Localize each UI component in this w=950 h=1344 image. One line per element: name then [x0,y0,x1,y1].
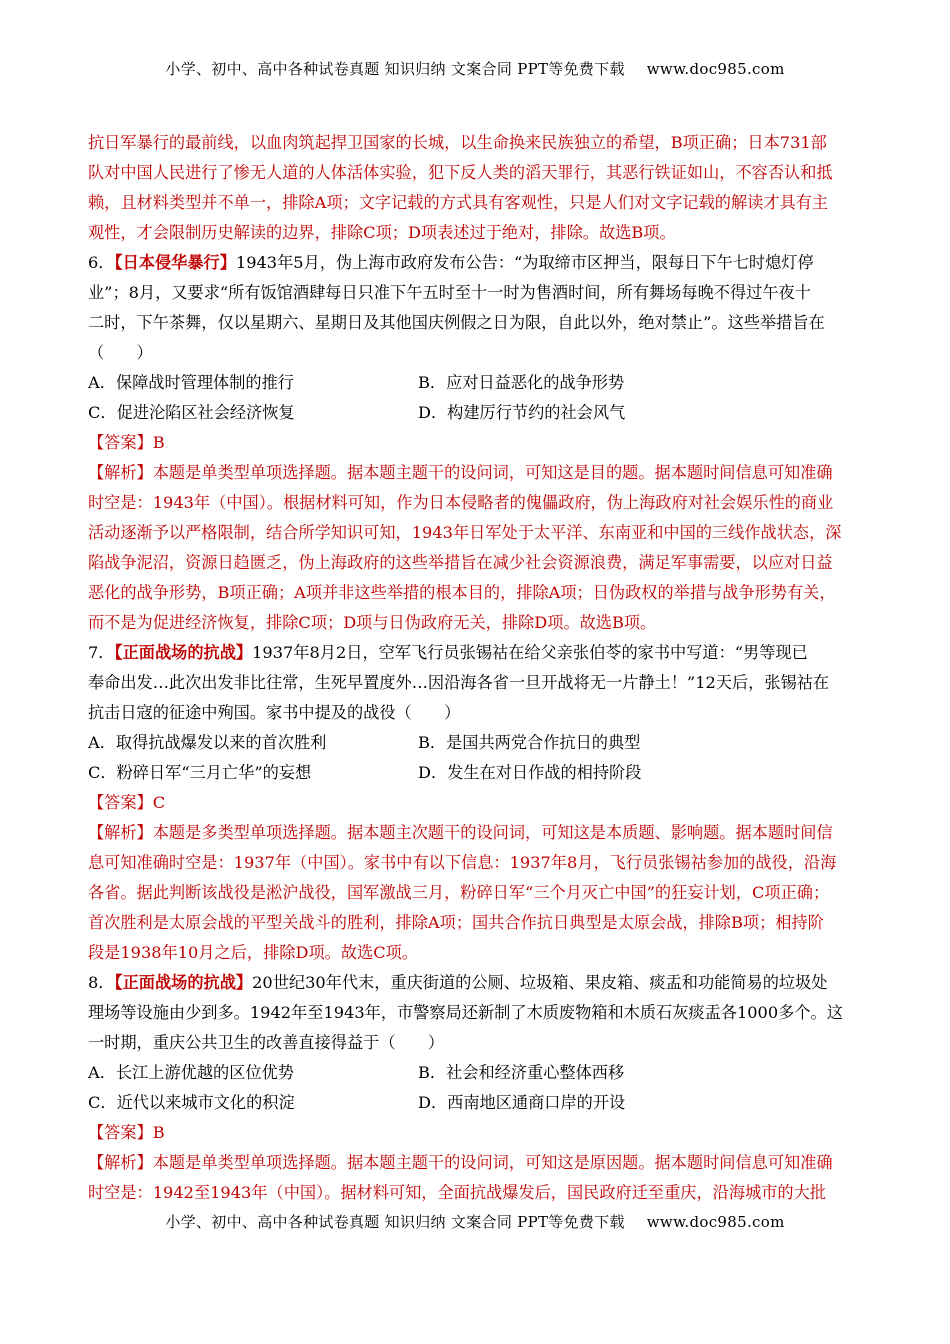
question-stem-line: 奉命出发…此次出发非比往常，生死早置度外…因沿海各省一旦开战将无一片静土！”12天后，张锡祜在 [88,673,830,692]
question-stem-line: 业”；8月，又要求“所有饭馆酒肆每日只准下午五时至十一时为售酒时间，所有舞场每晚不得过午夜十 [88,283,811,302]
answer-line: 【答案】B [88,1123,165,1142]
option-d: D．发生在对日作战的相持阶段 [418,763,642,782]
option-a: A．保障战时管理体制的推行 [88,373,294,392]
question-stem-line [88,638,868,668]
answer-line: 【答案】C [88,793,166,812]
question-stem-line [88,248,868,278]
option-c: C．粉碎日军“三月亡华”的妄想 [88,763,312,782]
prev-explanation [88,128,868,248]
footer-url: www.doc985.com [646,1213,785,1231]
question-number: 7． [88,643,115,662]
options-row [88,398,868,428]
header-text: 小学、初中、高中各种试卷真题 知识归纳 文案合同 PPT等免费下载 [165,60,625,78]
document-body [88,128,868,1208]
analysis-line: 活动逐渐予以严格限制，结合所学知识可知，1943年日军处于太平洋、东南亚和中国的三线作战状态，深 [88,523,842,542]
analysis-line: 各省。据此判断该战役是淞沪战役，国军激战三月，粉碎日军“三个月灭亡中国”的狂妄计划，C项正确； [88,883,830,902]
question-stem-line: 二时，下午茶舞，仅以星期六、星期日及其他国庆例假之日为限，自此以外，绝对禁止”。这些举措旨在 [88,313,825,332]
option-a: A．长江上游优越的区位优势 [88,1063,294,1082]
analysis-line: 【解析】本题是单类型单项选择题。据本题主题干的设问词，可知这是原因题。据本题时间信息可知准确 [88,1153,833,1172]
option-b: B．应对日益恶化的战争形势 [418,373,625,392]
option-c: C．近代以来城市文化的积淀 [88,1093,295,1112]
analysis-line: 而不是为促进经济恢复，排除C项；D项与日伪政府无关，排除D项。故选B项。 [88,613,657,632]
analysis-line: 【解析】本题是多类型单项选择题。据本题主次题干的设问词，可知这是本质题、影响题。据本题时间信 [88,823,833,842]
question-6 [88,248,868,638]
options-row [88,728,868,758]
question-stem-text: 1943年5月，伪上海市政府发布公告：“为取缔市区押当，限每日下午七时熄灯停 [235,253,814,272]
question-stem-line: （ ） [88,343,153,362]
analysis-line: 息可知准确时空是：1937年（中国）。家书中有以下信息：1937年8月，飞行员张锡祜参加的战役，沿海 [88,853,837,872]
option-a: A．取得抗战爆发以来的首次胜利 [88,733,327,752]
analysis-line: 陷战争泥沼，资源日趋匮乏，伪上海政府的这些举措旨在减少社会资源浪费，满足军事需要，以应对日益 [88,553,833,572]
question-7 [88,638,868,968]
analysis-line: 恶化的战争形势，B项正确；A项并非这些举措的根本目的，排除A项；日伪政权的举措与战争形势有关， [88,583,836,602]
analysis-line: 首次胜利是太原会战的平型关战斗的胜利，排除A项；国共合作抗日典型是太原会战，排除B项；相持阶 [88,913,824,932]
prev-explanation-line: 队对中国人民进行了惨无人道的人体活体实验，犯下反人类的滔天罪行，其恶行铁证如山，不容否认和抵 [88,163,833,182]
analysis-line: 段是1938年10月之后，排除D项。故选C项。 [88,943,418,962]
options-row [88,758,868,788]
question-number: 6． [88,253,115,272]
option-b: B．是国共两党合作抗日的典型 [418,733,641,752]
answer-line: 【答案】B [88,433,165,452]
prev-explanation-line: 观性，才会限制历史解读的边界，排除C项；D项表述过于绝对，排除。故选B项。 [88,223,676,242]
header-url: www.doc985.com [646,60,785,78]
question-8 [88,968,868,1208]
question-number: 8． [88,973,115,992]
question-stem-line [88,968,868,998]
footer-text: 小学、初中、高中各种试卷真题 知识归纳 文案合同 PPT等免费下载 [165,1213,625,1231]
analysis-line: 【解析】本题是单类型单项选择题。据本题主题干的设问词，可知这是目的题。据本题时间信息可知准确 [88,463,833,482]
question-tag: 【正面战场的抗战】 [114,973,253,992]
page-header [0,58,950,79]
question-stem-line: 理场等设施由少到多。1942年至1943年，市警察局还新制了木质废物箱和木质石灰痰盂各1000多个。这 [88,1003,843,1022]
option-b: B．社会和经济重心整体西移 [418,1063,625,1082]
option-d: D．西南地区通商口岸的开设 [418,1093,626,1112]
page-footer [0,1211,950,1232]
question-stem-line: 一时期，重庆公共卫生的改善直接得益于（ ） [88,1033,445,1052]
option-d: D．构建厉行节约的社会风气 [418,403,626,422]
prev-explanation-line: 抗日军暴行的最前线，以血肉筑起捍卫国家的长城，以生命换来民族独立的希望，B项正确；日本731部 [88,133,827,152]
option-c: C．促进沦陷区社会经济恢复 [88,403,295,422]
options-row [88,1058,868,1088]
analysis-line: 时空是：1942至1943年（中国）。据材料可知，全面抗战爆发后，国民政府迁至重庆，沿海城市的大批 [88,1183,826,1202]
prev-explanation-line: 赖，且材料类型并不单一，排除A项；文字记载的方式具有客观性，只是人们对文字记载的解读才具有主 [88,193,829,212]
question-stem-line: 抗击日寇的征途中殉国。家书中提及的战役（ ） [88,703,461,722]
options-row [88,368,868,398]
question-stem-text: 1937年8月2日，空军飞行员张锡祜在给父亲张伯苓的家书中写道：“男等现已 [252,643,808,662]
question-stem-text: 20世纪30年代末，重庆街道的公厕、垃圾箱、果皮箱、痰盂和功能简易的垃圾处 [252,973,828,992]
options-row [88,1088,868,1118]
analysis-line: 时空是：1943年（中国）。根据材料可知，作为日本侵略者的傀儡政府，伪上海政府对社会娱乐性的商业 [88,493,834,512]
question-tag: 【日本侵华暴行】 [114,253,236,272]
question-tag: 【正面战场的抗战】 [114,643,253,662]
